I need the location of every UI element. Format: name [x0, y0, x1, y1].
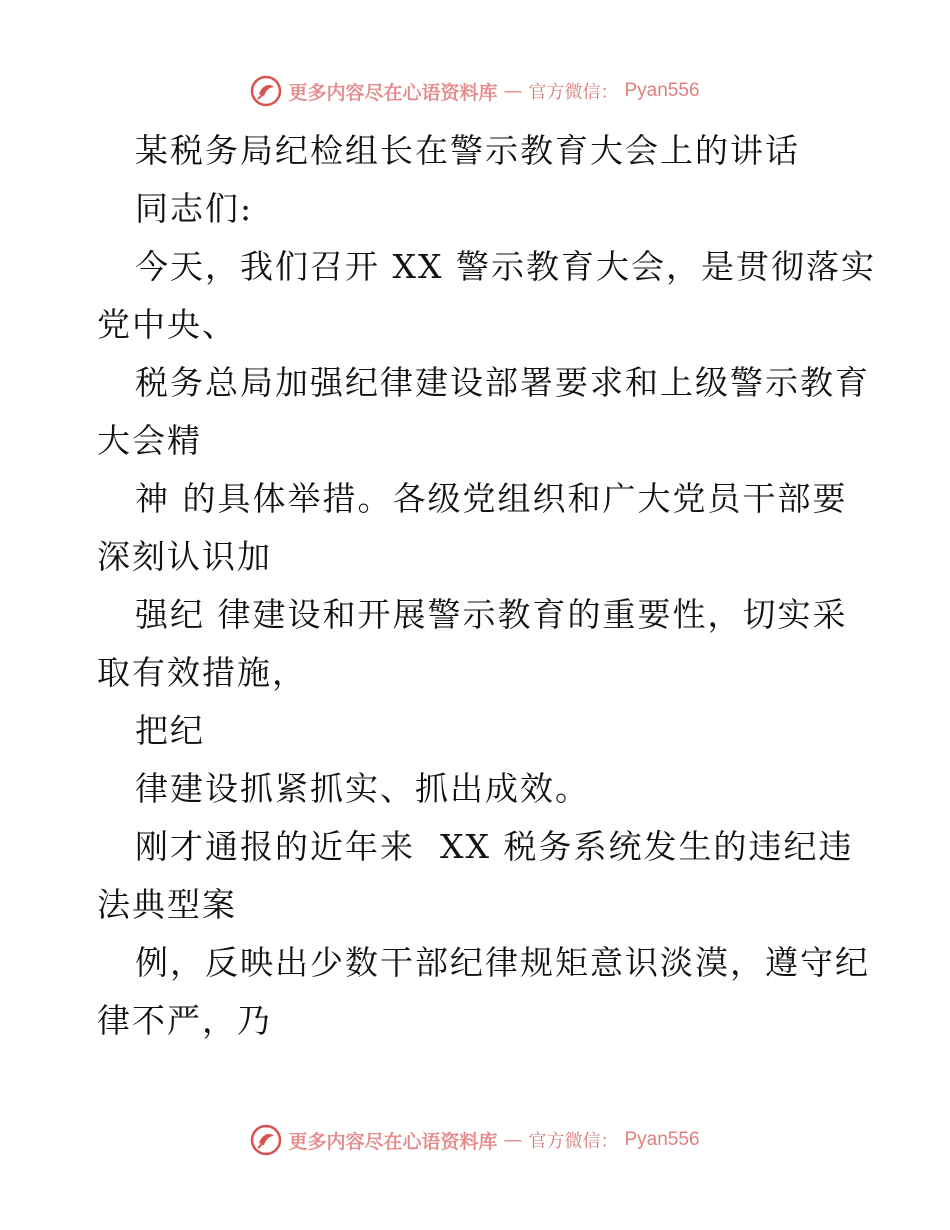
body-line: 大会精 [97, 421, 202, 460]
salutation: 同志们: [135, 189, 254, 228]
body-line: 党中央、 [97, 305, 237, 344]
body-line: 强纪 律建设和开展警示教育的重要性，切实采 [135, 595, 848, 634]
watermark-id: Pyan556 [624, 1129, 700, 1150]
body-line: 把纪 [135, 711, 205, 750]
watermark-id: Pyan556 [624, 80, 700, 101]
body-line: 税务总局加强纪律建设部署要求和上级警示教育 [135, 363, 870, 402]
watermark-text: 更多内容尽在心语资料库 [288, 81, 498, 104]
watermark-separator: — [503, 1129, 523, 1151]
logo-icon [250, 75, 282, 107]
body-line: 刚才通报的近年来 XX 税务系统发生的违纪违 [135, 827, 854, 866]
footer-watermark [0, 1120, 950, 1160]
body-line: 律不严，乃 [97, 1001, 272, 1040]
body-line: 深刻认识加 [97, 537, 272, 576]
watermark-label: 官方微信： [528, 82, 619, 103]
body-line: 取有效措施， [97, 653, 307, 692]
watermark-separator: — [503, 80, 523, 102]
watermark-label: 官方微信： [528, 1131, 619, 1152]
body-line: 神 的具体举措。各级党组织和广大党员干部要 [135, 479, 848, 518]
document-body [97, 122, 876, 1050]
logo-icon [250, 1124, 282, 1156]
body-line: 律建设抓紧抓实、抓出成效。 [135, 769, 590, 808]
document-title: 某税务局纪检组长在警示教育大会上的讲话 [135, 131, 800, 170]
watermark-text: 更多内容尽在心语资料库 [288, 1130, 498, 1153]
header-watermark [0, 71, 950, 111]
body-line: 法典型案 [97, 885, 237, 924]
body-line: 今天，我们召开 XX 警示教育大会，是贯彻落实 [135, 247, 876, 286]
body-line: 例，反映出少数干部纪律规矩意识淡漠，遵守纪 [135, 943, 870, 982]
